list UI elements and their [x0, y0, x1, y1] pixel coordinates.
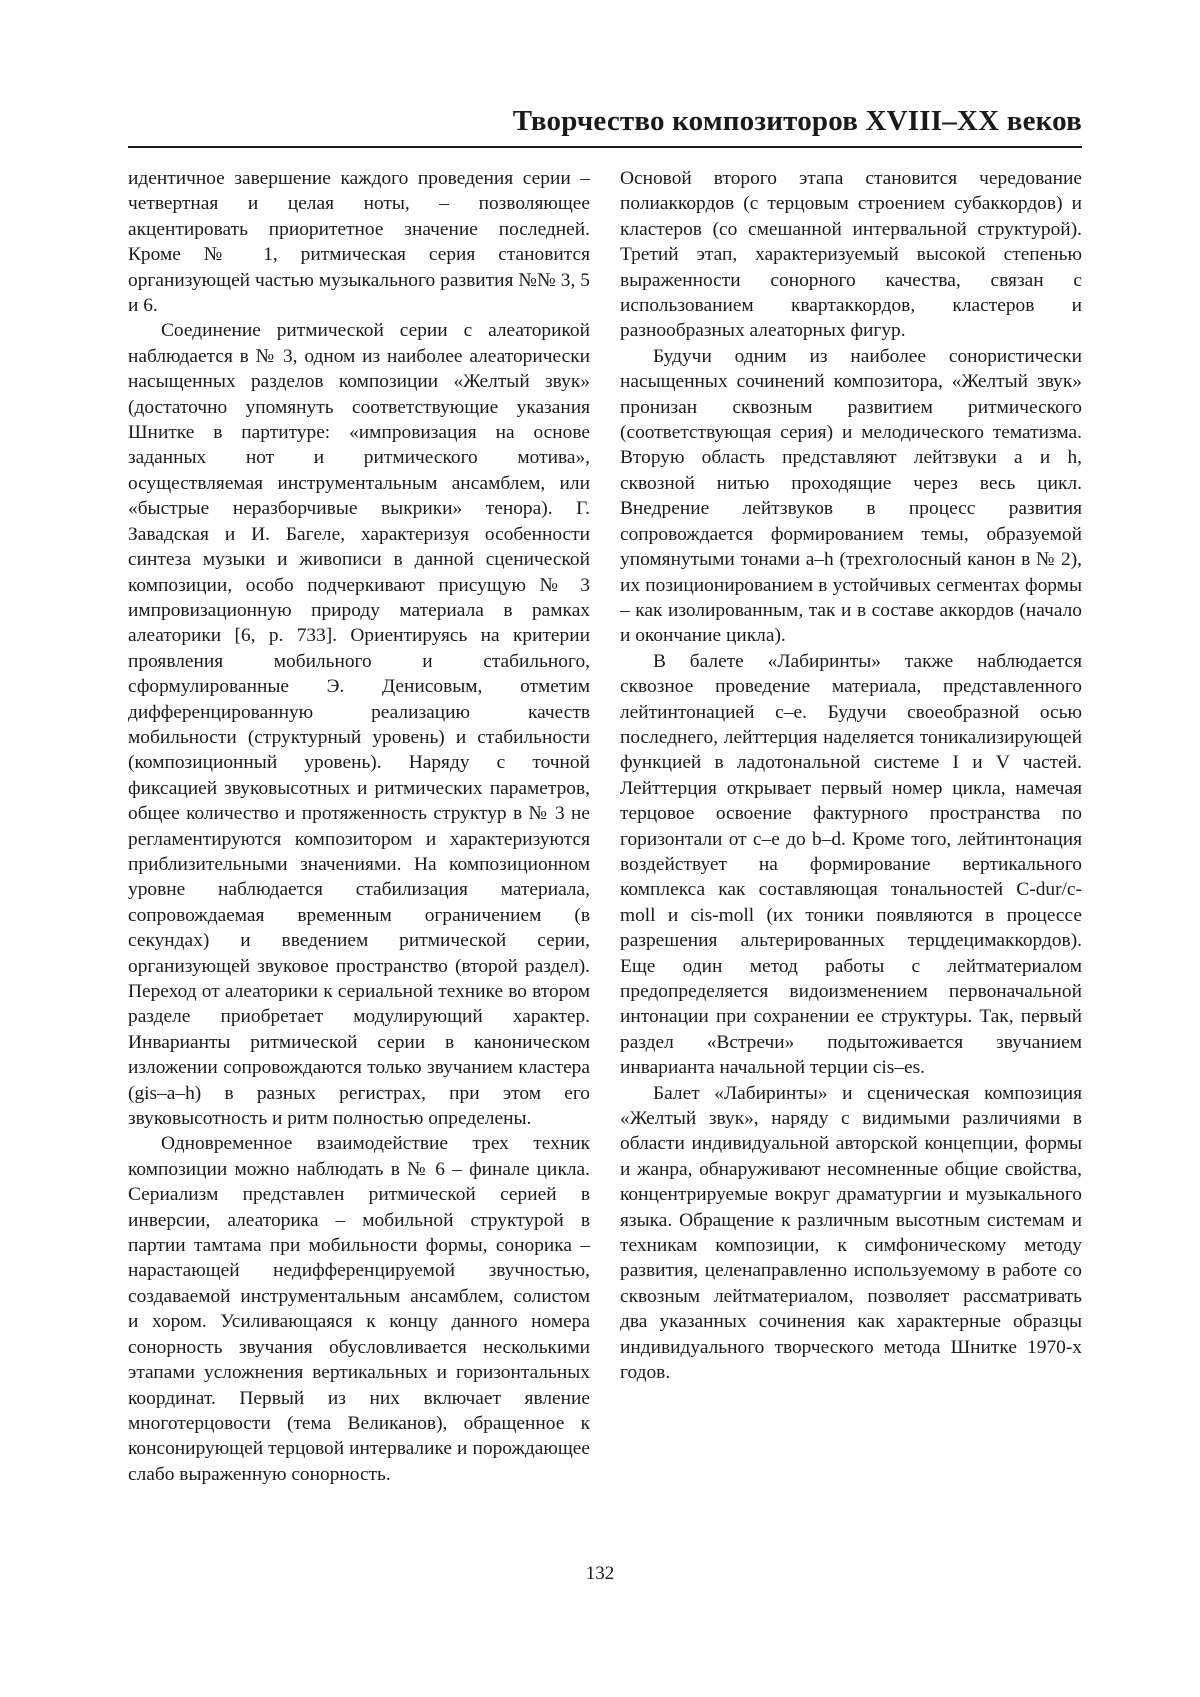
paragraph: Основой второго этапа становится чередование полиаккордов (с терцовым строением субаккордов) и кластеров (со смешанной интервальной структурой). Третий этап, характеризуемый высокой степенью выраженности сонорного качества, связан с использованием квартаккордов, кластеров и разнообразных алеаторных фигур.: [620, 168, 1082, 342]
paragraph: Будучи одним из наиболее сонористически насыщенных сочинений композитора, «Желтый звук» пронизан сквозным развитием ритмического (соответствующая серия) и мелодического тематизма. Вторую область представляют лейтзвуки a и h, сквозной нитью проходящие через весь цикл. Внедрение лейтзвуков в процесс развития сопровождается формированием темы, образуемой упомянутыми тонами a–h (трехголосный канон в № 2), их позиционированием в устойчивых сегментах формы – как изолированным, так и в составе аккордов (начало и окончание цикла).: [620, 345, 1082, 647]
paragraph: Балет «Лабиринты» и сценическая композиция «Желтый звук», наряду с видимыми различиями в области индивидуальной авторской концепции, формы и жанра, обнаруживают несомненные общие свойства, концентрируемые вокруг драматургии и музыкального языка. Обращение к различным высотным системам и техникам композиции, к симфоническому методу развития, целенаправленно используемому в работе со сквозным лейтматериалом, позволяет рассматривать два указанных сочинения как характерные образцы индивидуального творческого метода Шнитке 1970-х годов.: [620, 1082, 1082, 1384]
paragraph: Одновременное взаимодействие трех техник композиции можно наблюдать в № 6 – финале цикла. Сериализм представлен ритмической серией в инверсии, алеаторика – мобильной структурой в партии тамтама при мобильности формы, сонорика – нарастающей недифференцируемой звучностью, создаваемой инструментальным ансамблем, солистом и хором. Усиливающаяся к концу данного номера сонорность звучания обусловливается несколькими этапами усложнения вертикальных и горизонтальных координат. Первый из них включает явление многотерцовости (тема Великанов), обращенное к консонирующей терцовой интервалике и порождающее слабо выраженную сонорность.: [128, 1133, 590, 1485]
right-column: [620, 166, 1082, 1386]
running-header: [128, 96, 1082, 148]
paragraph: Соединение ритмической серии с алеаторикой наблюдается в № 3, одном из наиболее алеаторически насыщенных разделов композиции «Желтый звук» (достаточно упомянуть соответствующие указания Шнитке в партитуре: «импровизация на основе заданных нот и ритмического мотива», осуществляемая инструментальным ансамблем, или «быстрые неразборчивые выкрики» тенора). Г. Завадская и И. Багеле, характеризуя особенности синтеза музыки и живописи в данной сценической композиции, особо подчеркивают присущую № 3 импровизационную природу материала в рамках алеаторики [6, р. 733]. Ориентируясь на критерии проявления мобильного и стабильного, сформулированные Э. Денисовым, отметим дифференцированную реализацию качеств мобильности (структурный уровень) и стабильности (композиционный уровень). Наряду с точной фиксацией звуковысотных и ритмических параметров, общее количество и протяженность структур в № 3 не регламентируются композитором и характеризуются приблизительными значениями. На композиционном уровне наблюдается стабилизация материала, сопровождаемая временным ограничением (в секундах) и введением ритмической серии, организующей звуковое пространство (второй раздел). Переход от алеаторики к сериальной технике во втором разделе приобретает модулирующий характер. Инварианты ритмической серии в каноническом изложении сопровождаются только звучанием кластера (gis–a–h) в разных регистрах, при этом его звуковысотность и ритм полностью определены.: [128, 320, 590, 1130]
left-column: [128, 166, 590, 1487]
page-number: 132: [585, 1563, 615, 1584]
paragraph: В балете «Лабиринты» также наблюдается сквозное проведение материала, представленного лейтинтонацией c–e. Будучи своеобразной осью последнего, лейттерция наделяется тоникализирующей функцией в ладотональной системе I и V частей. Лейттерция открывает первый номер цикла, намечая терцовое освоение фактурного пространства по горизонтали от c–e до b–d. Кроме того, лейтинтонация воздействует на формирование вертикального комплекса как составляющая тональностей C-dur/c-moll и cis-moll (их тоники появляются в процессе разрешения альтерированных терцдецимаккордов). Еще один метод работы с лейтматериалом предопределяется видоизменением первоначальной интонации при сохранении ее структуры. Так, первый раздел «Встречи» подытоживается звучанием инварианта начальной терции cis–es.: [620, 650, 1082, 1079]
section-title: Творчество композиторов XVIII–XX веков: [512, 105, 1082, 137]
paragraph: идентичное завершение каждого проведения серии – четвертная и целая ноты, – позволяющее акцентировать приоритетное значение последней. Кроме № 1, ритмическая серия становится организующей частью музыкального развития №№ 3, 5 и 6.: [128, 168, 590, 317]
